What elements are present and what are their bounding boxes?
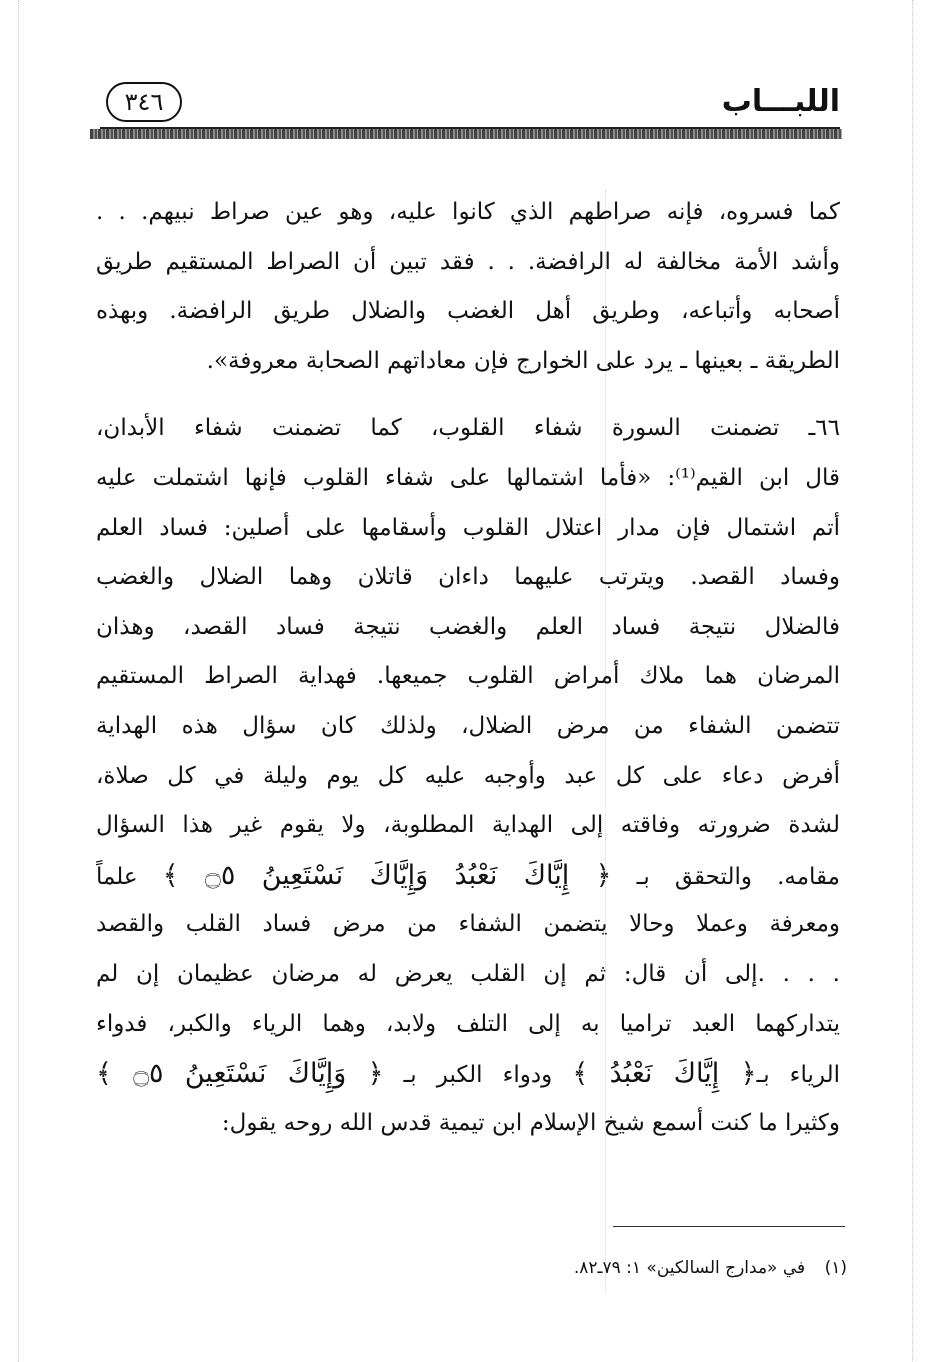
- scan-guide-line: [18, 0, 19, 1362]
- running-title: اللبـــاب: [721, 84, 840, 119]
- text-line: تتضمن الشفاء من مرض الضلال، ولذلك كان سؤال هذه الهداية: [96, 712, 840, 739]
- text-line: وفساد القصد. ويترتب عليهما داءان قاتلان وهما الضلال والغضب: [96, 564, 840, 591]
- footnote-text: في «مدارج السالكين» ١: ٧٩ـ٨٢.: [573, 1258, 806, 1278]
- quran-verse: ﴿ إِيَّاكَ نَعْبُدُ ﴾: [572, 1058, 757, 1090]
- text-line: لشدة ضرورته وفاقته إلى الهداية المطلوبة، ولا يقوم غير هذا السؤال: [96, 812, 840, 839]
- main-text: [96, 188, 840, 1148]
- text-line: . . . .إلى أن قال: ثم إن القلب يعرض له مرضان عظيمان إن لم: [96, 960, 840, 987]
- page-number: ٣٤٦: [106, 82, 182, 122]
- quran-verse: ﴿ إِيَّاكَ نَعْبُدُ وَإِيَّاكَ نَسْتَعِينُ ۝٥ ﴾: [162, 859, 612, 891]
- text-line: أتم اشتمال فإن مدار اعتلال القلوب وأسقامها على أصلين: فساد العلم: [96, 514, 840, 541]
- text-segment: علماً: [96, 863, 138, 890]
- quran-line: [96, 1049, 840, 1099]
- text-line: الطريقة ـ بعينها ـ يرد على الخوارج فإن معاداتهم الصحابة معروفة».: [206, 347, 840, 374]
- text-line: ٦٦ـ تضمنت السورة شفاء القلوب، كما تضمنت شفاء الأبدان،: [96, 415, 840, 442]
- text-line: يتداركهما العبد تراميا به إلى التلف ولابد، وهما الرياء والكبر، فدواء: [96, 1010, 840, 1037]
- text-segment: الرياء بـ: [756, 1062, 840, 1089]
- quran-verse: ﴿ وَإِيَّاكَ نَسْتَعِينُ ۝٥ ﴾: [96, 1058, 384, 1090]
- scan-guide-line: [912, 0, 913, 1362]
- text-line: ومعرفة وعملا وحالا يتضمن الشفاء من مرض فساد القلب والقصد: [96, 911, 840, 938]
- page-header: [92, 82, 840, 132]
- footnote: [427, 1258, 847, 1278]
- header-rule-pattern: [90, 129, 842, 139]
- text-line: فالضلال نتيجة فساد العلم والغضب نتيجة فساد القصد، وهذان: [96, 613, 840, 640]
- text-segment: مقامه. والتحقق بـ: [636, 863, 840, 890]
- text-segment: ودواء الكبر بـ: [403, 1062, 553, 1089]
- text-line: أصحابه وأتباعه، وطريق أهل الغضب والضلال طريق الرافضة. وبهذه: [96, 298, 840, 325]
- text-line: وكثيرا ما كنت أسمع شيخ الإسلام ابن تيمية قدس الله روحه يقول:: [221, 1109, 840, 1136]
- footnote-marker: (١): [824, 1258, 847, 1278]
- text-line: قال ابن القيم⁽¹⁾: «فأما اشتمالها على شفاء القلوب فإنها اشتملت عليه: [96, 464, 840, 491]
- footnote-divider: [613, 1226, 845, 1227]
- text-line: وأشد الأمة مخالفة له الرافضة. . . فقد تبين أن الصراط المستقيم طريق: [96, 248, 840, 275]
- text-line: أفرض دعاء على كل عبد وأوجبه عليه كل يوم وليلة في كل صلاة،: [96, 762, 840, 789]
- text-line: المرضان هما ملاك أمراض القلوب جميعها. فهداية الصراط المستقيم: [96, 663, 840, 690]
- quran-line: [96, 851, 840, 901]
- text-line: كما فسروه، فإنه صراطهم الذي كانوا عليه، وهو عين صراط نبيهم. . .: [96, 199, 840, 225]
